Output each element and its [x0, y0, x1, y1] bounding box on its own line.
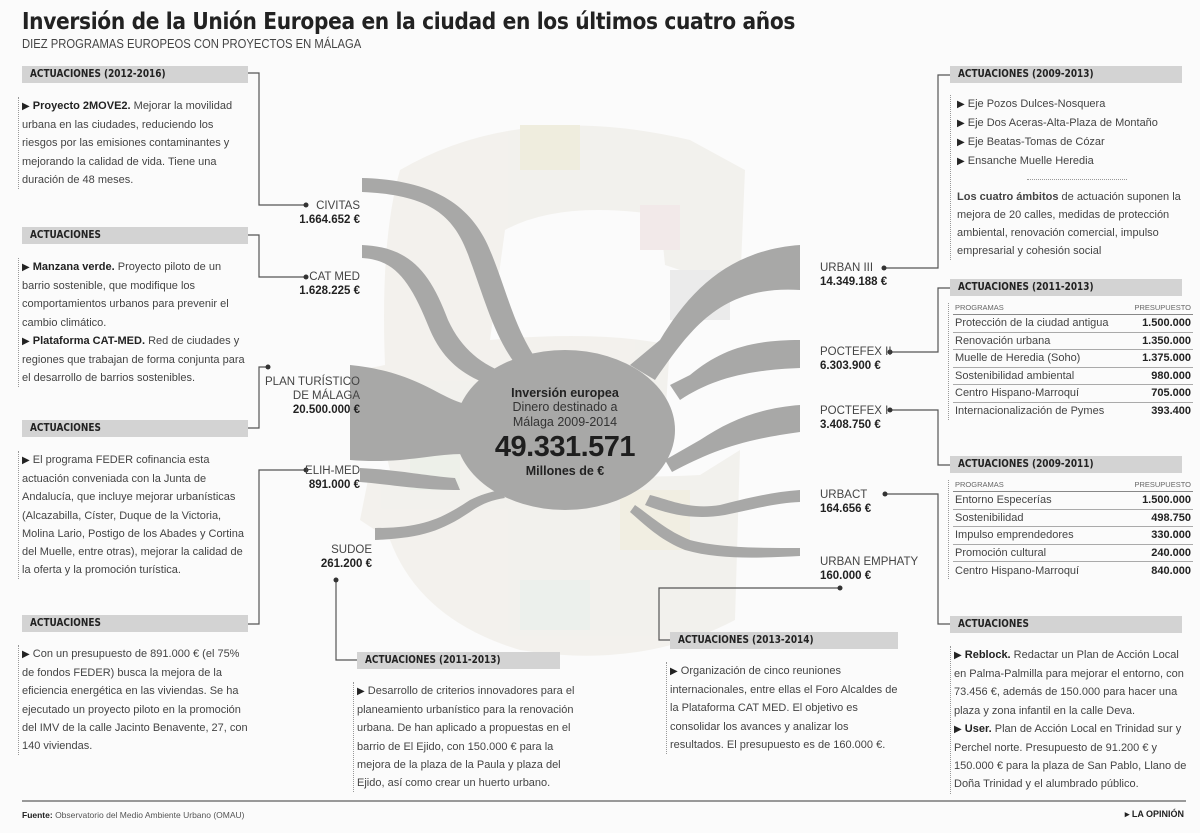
column-header-programas: PROGRAMAS	[953, 480, 1116, 492]
program-sudoe	[300, 543, 372, 571]
column-header-programas: PROGRAMAS	[953, 303, 1126, 315]
table-row: Impulso emprendedores 330.000	[953, 527, 1193, 545]
program-name-line2: DE MÁLAGA	[292, 390, 360, 402]
header-poctefex2-actuaciones: ACTUACIONES (2011-2013)	[950, 279, 1182, 296]
triangle-bullet-icon: ▶	[954, 723, 962, 735]
emphaty-description: ▶ Organización de cinco reuniones internacionales, entre ellas el Foro Alcaldes de la Plataforma CAT MED. El objetivo es consolidar los avances y analizar los resultados. El presupuesto es de 160.000 €.	[666, 662, 898, 754]
program-urban-iii	[820, 261, 887, 289]
program-poctefex-ii	[820, 345, 892, 373]
program-plan-turistico	[260, 375, 360, 417]
column-header-presupuesto: PRESUPUESTO	[1126, 303, 1193, 315]
header-poctefex1-actuaciones: ACTUACIONES (2009-2011)	[950, 456, 1182, 473]
total-unit: Millones de €	[525, 464, 605, 478]
program-name: URBACT	[820, 489, 868, 501]
total-investment	[470, 386, 660, 478]
program-name: CIVITAS	[316, 200, 360, 212]
program-elih-med	[280, 464, 360, 492]
program-urbact	[820, 488, 871, 516]
table-row: Renovación urbana 1.350.000	[953, 332, 1193, 350]
program-name: POCTEFEX II	[820, 346, 892, 358]
catmed-description: ▶ Manzana verde. Proyecto piloto de un barrio sostenible, que modifique los comportamientos urbanos para prevenir el cambio climático. ▶ Plataforma CAT-MED. Red de ciudades y regiones que trabajan de forma conjunta para el desarrollo de barrios sostenibles.	[18, 258, 250, 387]
program-urban-emphaty	[820, 555, 918, 583]
program-amount: 14.349.188 €	[820, 276, 888, 288]
table-row: Muelle de Heredia (Soho) 1.375.000	[953, 350, 1193, 368]
elih-description: ▶ Con un presupuesto de 891.000 € (el 75% de fondos FEDER) busca la mejora de la eficiencia energética en las viviendas. Se ha ejecutado un proyecto piloto en la promoción del IMV de la calle Jacinto Benavente, 27, con 140 viviendas.	[18, 645, 250, 755]
poctefex1-table-wrap	[948, 480, 1193, 579]
table-row: Entorno Especerías 1.500.000	[953, 492, 1193, 510]
triangle-bullet-icon: ▶	[22, 335, 30, 347]
urban3-list	[950, 95, 1190, 260]
page-subtitle: DIEZ PROGRAMAS EUROPEOS CON PROYECTOS EN MÁLAGA	[22, 37, 362, 51]
program-name: POCTEFEX I	[820, 405, 889, 417]
program-amount: 6.303.900 €	[820, 360, 881, 372]
program-name: URBAN EMPHATY	[820, 556, 919, 568]
program-name: CAT MED	[309, 271, 360, 283]
header-elih-actuaciones: ACTUACIONES	[22, 615, 248, 632]
total-value: 49.331.571	[494, 431, 636, 463]
program-amount: 20.500.000 €	[292, 404, 360, 416]
triangle-bullet-icon: ▶	[670, 666, 678, 677]
triangle-bullet-icon: ▶	[357, 686, 365, 697]
table-row: Internacionalización de Pymes 393.400	[955, 405, 1191, 417]
table-row: Sostenibilidad 498.750	[953, 509, 1193, 527]
table-row: Sostenibilidad ambiental 980.000	[953, 367, 1193, 385]
poctefex2-table	[953, 303, 1193, 420]
program-poctefex-i	[820, 404, 888, 432]
total-heading: Inversión europea	[511, 386, 619, 400]
divider	[1027, 179, 1127, 180]
header-urbact-actuaciones: ACTUACIONES	[950, 616, 1182, 633]
brand-logo: ▸ LA OPINIÓN	[1124, 809, 1184, 819]
program-amount: 164.656 €	[820, 503, 872, 515]
plan-description: ▶ El programa FEDER cofinancia esta actuación conveniada con la Junta de Andalucía, que incluye mejorar urbanísticas (Alcazabilla, Císter, Duque de la Victoria, Molina Lario, Postigo de los Abades y Cortina del Muelle, entre otras), mejorar la calidad de la oferta y la promoción turística.	[18, 451, 250, 579]
table-row: Promoción cultural 240.000	[953, 544, 1193, 562]
program-amount: 160.000 €	[820, 570, 872, 582]
triangle-bullet-icon: ▶	[957, 156, 965, 167]
header-sudoe-actuaciones: ACTUACIONES (2011-2013)	[357, 652, 560, 669]
program-name: URBAN III	[820, 262, 874, 274]
column-header-presupuesto: PRESUPUESTO	[1116, 480, 1193, 492]
sudoe-description: ▶ Desarrollo de criterios innovadores para el planeamiento urbanístico para la renovación urbana. De han aplicado a propuestas en el barrio de El Ejido, con 150.000 € para la mejora de la plaza de la Paula y plaza del Ejido, así como crear un huerto urbano.	[353, 682, 583, 792]
triangle-bullet-icon: ▶	[954, 650, 962, 661]
triangle-bullet-icon: ▶	[22, 649, 30, 660]
poctefex1-table	[953, 480, 1193, 579]
triangle-bullet-icon: ▶	[22, 101, 30, 112]
poctefex2-table-wrap	[948, 303, 1193, 420]
header-civitas-actuaciones: ACTUACIONES (2012-2016)	[22, 66, 248, 83]
table-row: Centro Hispano-Marroquí 840.000	[955, 564, 1191, 577]
total-line2: Málaga 2009-2014	[512, 415, 618, 429]
program-amount: 261.200 €	[320, 558, 372, 570]
list-item: ▶ Eje Dos Aceras-Alta-Plaza de Montaño	[957, 117, 1158, 129]
triangle-bullet-icon: ▶	[957, 99, 965, 110]
header-catmed-actuaciones: ACTUACIONES	[22, 227, 248, 244]
program-catmed	[280, 270, 360, 298]
program-name: SUDOE	[331, 544, 372, 556]
program-amount: 1.664.652 €	[299, 214, 360, 226]
footer-source: Fuente: Observatorio del Medio Ambiente Urbano (OMAU)	[22, 810, 245, 820]
civitas-description: ▶ Proyecto 2MOVE2. Mejorar la movilidad urbana en las ciudades, reduciendo los riesgos por las emisiones contaminantes y mejorando la calidad de vida. Tiene una duración de 48 meses.	[18, 97, 250, 189]
program-name: ELIH-MED	[305, 465, 360, 477]
header-plan-actuaciones: ACTUACIONES	[22, 420, 248, 437]
header-urban3-actuaciones: ACTUACIONES (2009-2013)	[950, 66, 1182, 83]
triangle-bullet-icon: ▶	[22, 262, 30, 273]
list-item: ▶ Ensanche Muelle Heredia	[957, 155, 1094, 167]
list-item: ▶ Eje Pozos Dulces-Nosquera	[957, 98, 1106, 110]
urban3-summary: Los cuatro ámbitos de actuación suponen la mejora de 20 calles, medidas de protección ambiental, renovación comercial, impulso empresarial y cohesión social	[957, 191, 1181, 257]
triangle-bullet-icon: ▶	[957, 118, 965, 129]
program-amount: 3.408.750 €	[820, 419, 881, 431]
program-amount: 1.628.225 €	[299, 285, 360, 297]
footer-divider	[22, 800, 1186, 802]
triangle-bullet-icon: ▶	[22, 455, 30, 466]
page-title: Inversión de la Unión Europea en la ciudad en los últimos cuatro años	[22, 7, 796, 35]
table-row: Centro Hispano-Marroquí 705.000	[953, 385, 1193, 403]
header-emphaty-actuaciones: ACTUACIONES (2013-2014)	[670, 632, 898, 649]
program-civitas	[290, 199, 360, 227]
program-amount: 891.000 €	[308, 479, 360, 491]
urbact-description: ▶ Reblock. Redactar un Plan de Acción Local en Palma-Palmilla para mejorar el entorno, con 73.456 €, además de 150.000 para hacer una plaza y zona infantil en la calle Deva. ▶ User. Plan de Acción Local en Trinidad sur y Perchel norte. Presupuesto de 91.200 € y 150.000 € para la plaza de San Pablo, Llano de Doña Trinidad y el alumbrado público.	[950, 646, 1190, 794]
table-row: Protección de la ciudad antigua 1.500.000	[953, 315, 1193, 333]
total-line1: Dinero destinado a	[512, 400, 618, 414]
list-item: ▶ Eje Beatas-Tomas de Cózar	[957, 136, 1105, 148]
program-name: PLAN TURÍSTICO	[265, 376, 360, 388]
triangle-bullet-icon: ▶	[957, 137, 965, 148]
